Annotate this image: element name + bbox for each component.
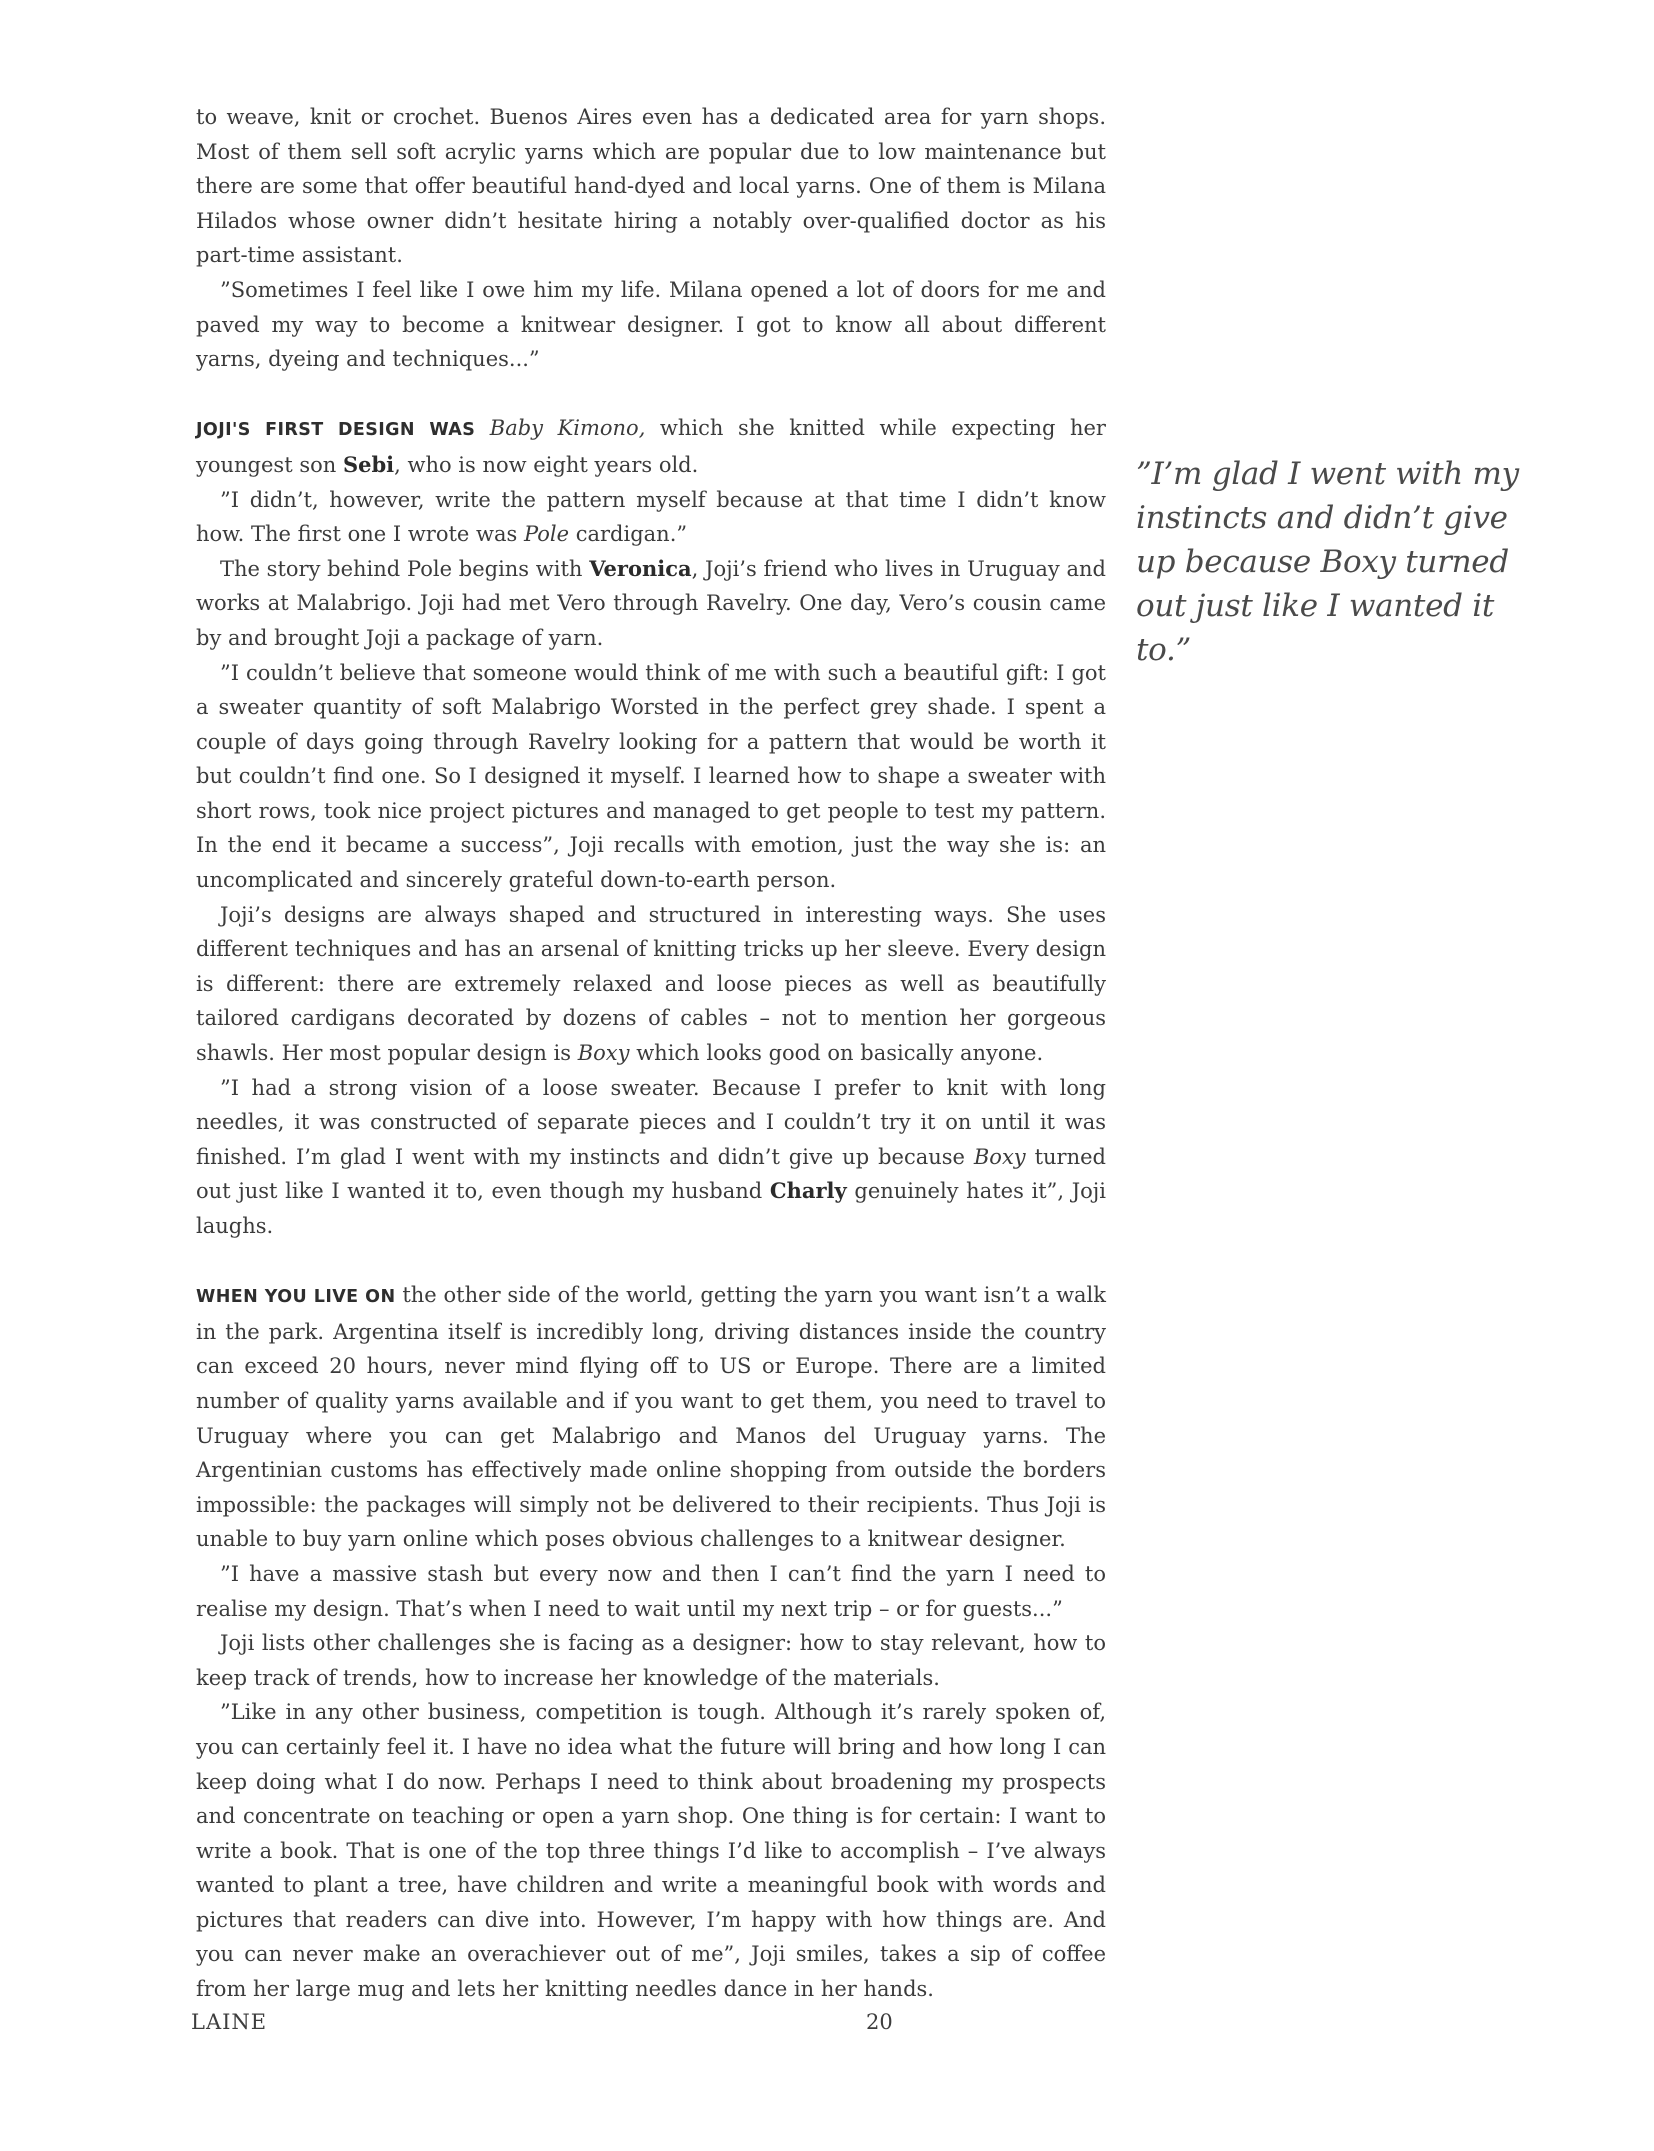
section-gap (196, 1244, 1106, 1279)
paragraph-text: turned out just like I wanted it to, even though my husband (196, 1144, 1106, 1204)
pull-quote: ”I’m glad I went with my instincts and didn’t give up because Boxy turned out just like I wanted it to.” (1136, 456, 1519, 668)
design-name: Pole (523, 522, 570, 547)
paragraph-text: cardigan.” (569, 522, 688, 547)
paragraph-text: ”I had a strong vision of a loose sweater. Because I prefer to knit with long needles, it was constructed of separate pieces and I couldn’t try it on until it was finished. I’m glad I went with my instincts and didn’t give up because (196, 1075, 1106, 1169)
paragraph-text: , Joji’s friend who lives in Uruguay and works at Malabrigo. Joji had met Vero through Ravelry. One day, Vero’s cousin came by and brought Joji a package of yarn. (196, 556, 1106, 650)
paragraph-text: genuinely hates it”, Joji laughs. (196, 1179, 1106, 1238)
design-name: Baby Kimono, (489, 416, 646, 441)
section-lead-in: WHEN YOU LIVE ON (196, 1287, 396, 1308)
paragraph-text: the other side of the world, getting the yarn you want isn’t a walk in the park. Argentina itself is incredibly long, driving distances inside the country can exceed 20 hours, never mind flying off to US or Europe. There are a limited number of quality yarns available and if you want to get them, you need to travel to Uruguay where you can get Malabrigo and Manos del Uruguay yarns. The Argentinian customs has effectively made online shopping from outside the borders impossible: the packages will simply not be delivered to their recipients. Thus Joji is unable to buy yarn online which poses obvious challenges to a knitwear designer. (196, 1283, 1107, 1552)
paragraph-8 (196, 1071, 1106, 1244)
paragraph-10: ”I have a massive stash but every now and then I can’t find the yarn I need to realise my design. That’s when I need to wait until my next trip – or for guests...” (196, 1561, 1106, 1621)
paragraph-text: which she knitted while expecting her youngest son (196, 416, 1106, 477)
section-lead-in: JOJI'S FIRST DESIGN WAS (196, 420, 476, 441)
paragraph-text: , who is now eight years old. (394, 452, 699, 477)
paragraph-4 (196, 483, 1106, 552)
paragraph-5 (196, 552, 1106, 656)
paragraph-7 (196, 898, 1106, 1071)
paragraph-3 (196, 411, 1106, 482)
person-name: Charly (769, 1178, 847, 1204)
paragraph-text: which looks good on basically anyone. (629, 1041, 1044, 1066)
paragraph-6: ”I couldn’t believe that someone would think of me with such a beautiful gift: I got a sweater quantity of soft Malabrigo Worsted in the perfect grey shade. I spent a couple of days going through Ravelry looking for a pattern that would be worth it but couldn’t find one. So I designed it myself. I learned how to shape a sweater with short rows, took nice project pictures and managed to get people to test my pattern. In the end it became a success”, Joji recalls with emotion, just the way she is: an uncomplicated and sincerely grateful down-to-earth person. (196, 660, 1106, 893)
magazine-name: LAINE (191, 2010, 268, 2034)
paragraph-text: ”I didn’t, however, write the pattern myself because at that time I didn’t know how. The first one I wrote was (196, 487, 1106, 547)
paragraph-2: ”Sometimes I feel like I owe him my life. Milana opened a lot of doors for me and paved my way to become a knitwear designer. I got to know all about different yarns, dyeing and techniques...” (196, 277, 1106, 372)
person-name: Veronica (589, 555, 692, 581)
paragraph-1: to weave, knit or crochet. Buenos Aires even has a dedicated area for yarn shops. Most of them sell soft acrylic yarns which are popular due to low maintenance but there are some that offer beautiful hand-dyed and local yarns. One of them is Milana Hilados whose owner didn’t hesitate hiring a notably over-qualified doctor as his part-time assistant. (196, 105, 1106, 268)
article-body (196, 100, 1106, 2007)
paragraph-text: Joji’s designs are always shaped and structured in interesting ways. She uses different techniques and has an arsenal of knitting tricks up her sleeve. Every design is different: there are extremely relaxed and loose pieces as well as beautifully tailored cardigans decorated by dozens of cables – not to mention her gorgeous shawls. Her most popular design is (196, 902, 1106, 1066)
section-gap (196, 377, 1106, 412)
person-name: Sebi (342, 451, 395, 477)
design-name: Boxy (973, 1144, 1026, 1169)
paragraph-text: The story behind Pole begins with (220, 556, 590, 581)
page-number: 20 (866, 2010, 893, 2034)
paragraph-11: Joji lists other challenges she is facing as a designer: how to stay relevant, how to keep track of trends, how to increase her knowledge of the materials. (196, 1631, 1106, 1690)
paragraph-12: ”Like in any other business, competition is tough. Although it’s rarely spoken of, you can certainly feel it. I have no idea what the future will bring and how long I can keep doing what I do now. Perhaps I need to think about broadening my prospects and concentrate on teaching or open a yarn shop. One thing is for certain: I want to write a book. That is one of the top three things I’d like to accomplish – I’ve always wanted to plant a tree, have children and write a meaningful book with words and pictures that readers can dive into. However, I’m happy with how things are. And you can never make an overachiever out of me”, Joji smiles, takes a sip of coffee from her large mug and lets her knitting needles dance in her hands. (196, 1700, 1106, 2002)
paragraph-9 (196, 1278, 1106, 1557)
design-name: Boxy (577, 1041, 630, 1066)
